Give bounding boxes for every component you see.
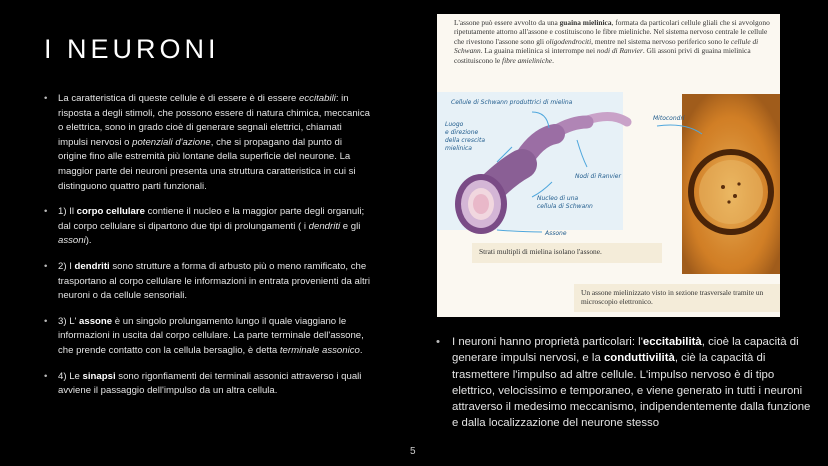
text-run: eccitabilità — [642, 336, 702, 348]
myelin-figure — [437, 14, 780, 317]
page-number: 5 — [410, 446, 416, 457]
text-run: L'assone può essere avvolto da una — [454, 18, 560, 27]
text-run: sono strutture a forma di arbusto più o meno ramificato, che trasportano al corpo cellulare le informazioni in entrata provenienti da altri neuroni o da cellule sensoriali. — [58, 260, 370, 302]
text-run: 2) I — [58, 260, 75, 272]
bullet-dendrites — [44, 260, 370, 304]
axon-cross-section — [455, 174, 507, 234]
caption-myelin-layers: Strati multipli di mielina isolano l'assone. — [472, 243, 662, 263]
text-run: potenziali d'azione — [132, 136, 211, 148]
label-direction-2: e direzione — [445, 129, 479, 136]
text-run: . Gli assoni privi di guaina mielinica costituiscono le — [454, 46, 751, 65]
text-run: , mentre nel sistema nervoso periferico sono le — [591, 36, 731, 46]
text-run: : in risposta a degli stimoli, che possono essere di natura chimica, meccanica o elettrica, sono in grado cioè di generare segnali elettrici, chiamati impulsi nervosi o — [58, 93, 370, 148]
text-run: ). — [85, 235, 92, 247]
text-run: sono rigonfiamenti dei terminali assonici attraverso i quali avviene il passaggio dell'impulso da un altra cellula. — [58, 370, 362, 397]
text-run: 4) Le — [58, 370, 83, 382]
text-run: , ciè la capacità di trasmettere l'impulso ad altre cellule. L'impulso nervoso è di tipo elettrico, velocissimo e temporaneo, e viene generato in tutti i neuroni attraverso il medesimo meccanismo, indipendentemente dalla funzione e dalla localizzazione del neurone stesso — [452, 352, 811, 430]
text-run: . — [359, 344, 363, 356]
bullet-cell-body — [44, 205, 370, 249]
text-run: La caratteristica di queste cellule è di essere è di essere — [58, 93, 300, 104]
text-run: . — [552, 55, 554, 65]
text-run: 3) L' — [58, 315, 80, 327]
bullet-excitability — [44, 92, 370, 194]
text-run: e gli — [340, 220, 361, 232]
left-bullet-list — [44, 92, 370, 410]
text-run: oligodendrociti — [545, 36, 592, 46]
label-ranvier: Nodi di Ranvier — [575, 173, 621, 180]
label-axon: Assone — [545, 230, 567, 237]
text-run: fibre amieliniche — [502, 55, 553, 65]
text-run: , cioè la capacità di generare impulsi nervosi, e la — [452, 336, 799, 365]
bullet-synapses — [44, 370, 370, 399]
label-schwann-nucleus-1: Nucleo di una — [537, 195, 579, 202]
text-run: I neuroni hanno proprietà particolari: l' — [452, 336, 643, 348]
label-direction-3: della crescita — [445, 137, 485, 144]
label-schwann-producers: Cellule di Schwann produttrici di mielina — [451, 99, 573, 106]
bullet-properties — [436, 334, 814, 432]
text-run: cellule di Schwann — [454, 36, 759, 56]
text-run: assoni — [58, 235, 86, 247]
label-direction-4: mielinica — [445, 145, 472, 152]
text-run: dendriti — [74, 260, 110, 272]
text-run: è un singolo prolungamento lungo il quale viaggiano le informazioni in uscita dal corpo cellulare. La parte terminale dell'assone, che prende contatto con la cellula bersaglio, è detta — [58, 315, 364, 356]
text-run: guaina mielinica — [559, 18, 612, 27]
text-run: assone — [79, 315, 113, 327]
label-mitochondria: Mitocondri — [653, 115, 685, 122]
text-run: contiene il nucleo e la maggior parte degli organuli; dal corpo cellulare si dipartono due tipi di prolungamenti ( i — [58, 206, 365, 232]
text-run: . La guaina mielinica si interrompe nei — [480, 46, 597, 56]
text-run: nodi di Ranvier — [596, 46, 643, 56]
text-run: , formata da particolari cellule gliali che si avvolgono ripetutamente attorno all'assone e costituiscono le fibre mieliniche. Nel sistema nervoso centrale le cellule che rivestono l'assone sono gli — [454, 18, 770, 46]
caption-micrograph: Un assone mielinizzato visto in sezione trasversale tramite un microscopio elettronico. — [574, 284, 780, 312]
text-run: 1) Il — [58, 206, 77, 218]
slide-title: I NEURONI — [44, 34, 220, 64]
text-run: dendriti — [308, 220, 341, 232]
bullet-axon — [44, 315, 370, 359]
text-run: corpo cellulare — [76, 206, 145, 218]
label-schwann-nucleus-2: cellula di Schwann — [537, 203, 593, 210]
text-run: conduttivilità — [603, 352, 675, 365]
label-direction-1: Luogo — [445, 121, 464, 128]
text-run: terminale assonico — [279, 344, 360, 356]
text-run: sinapsi — [82, 370, 116, 382]
micrograph — [682, 94, 780, 274]
text-run: eccitabili — [299, 93, 336, 104]
text-run: , che si propagano dal punto di origine fino alle estremità più lontane della superficie del neurone. La maggior parte dei neuroni presenta una struttura caratteristica in cui si distinguono quattro parti funzionali. — [58, 136, 356, 192]
figure-caption-top — [454, 18, 772, 65]
